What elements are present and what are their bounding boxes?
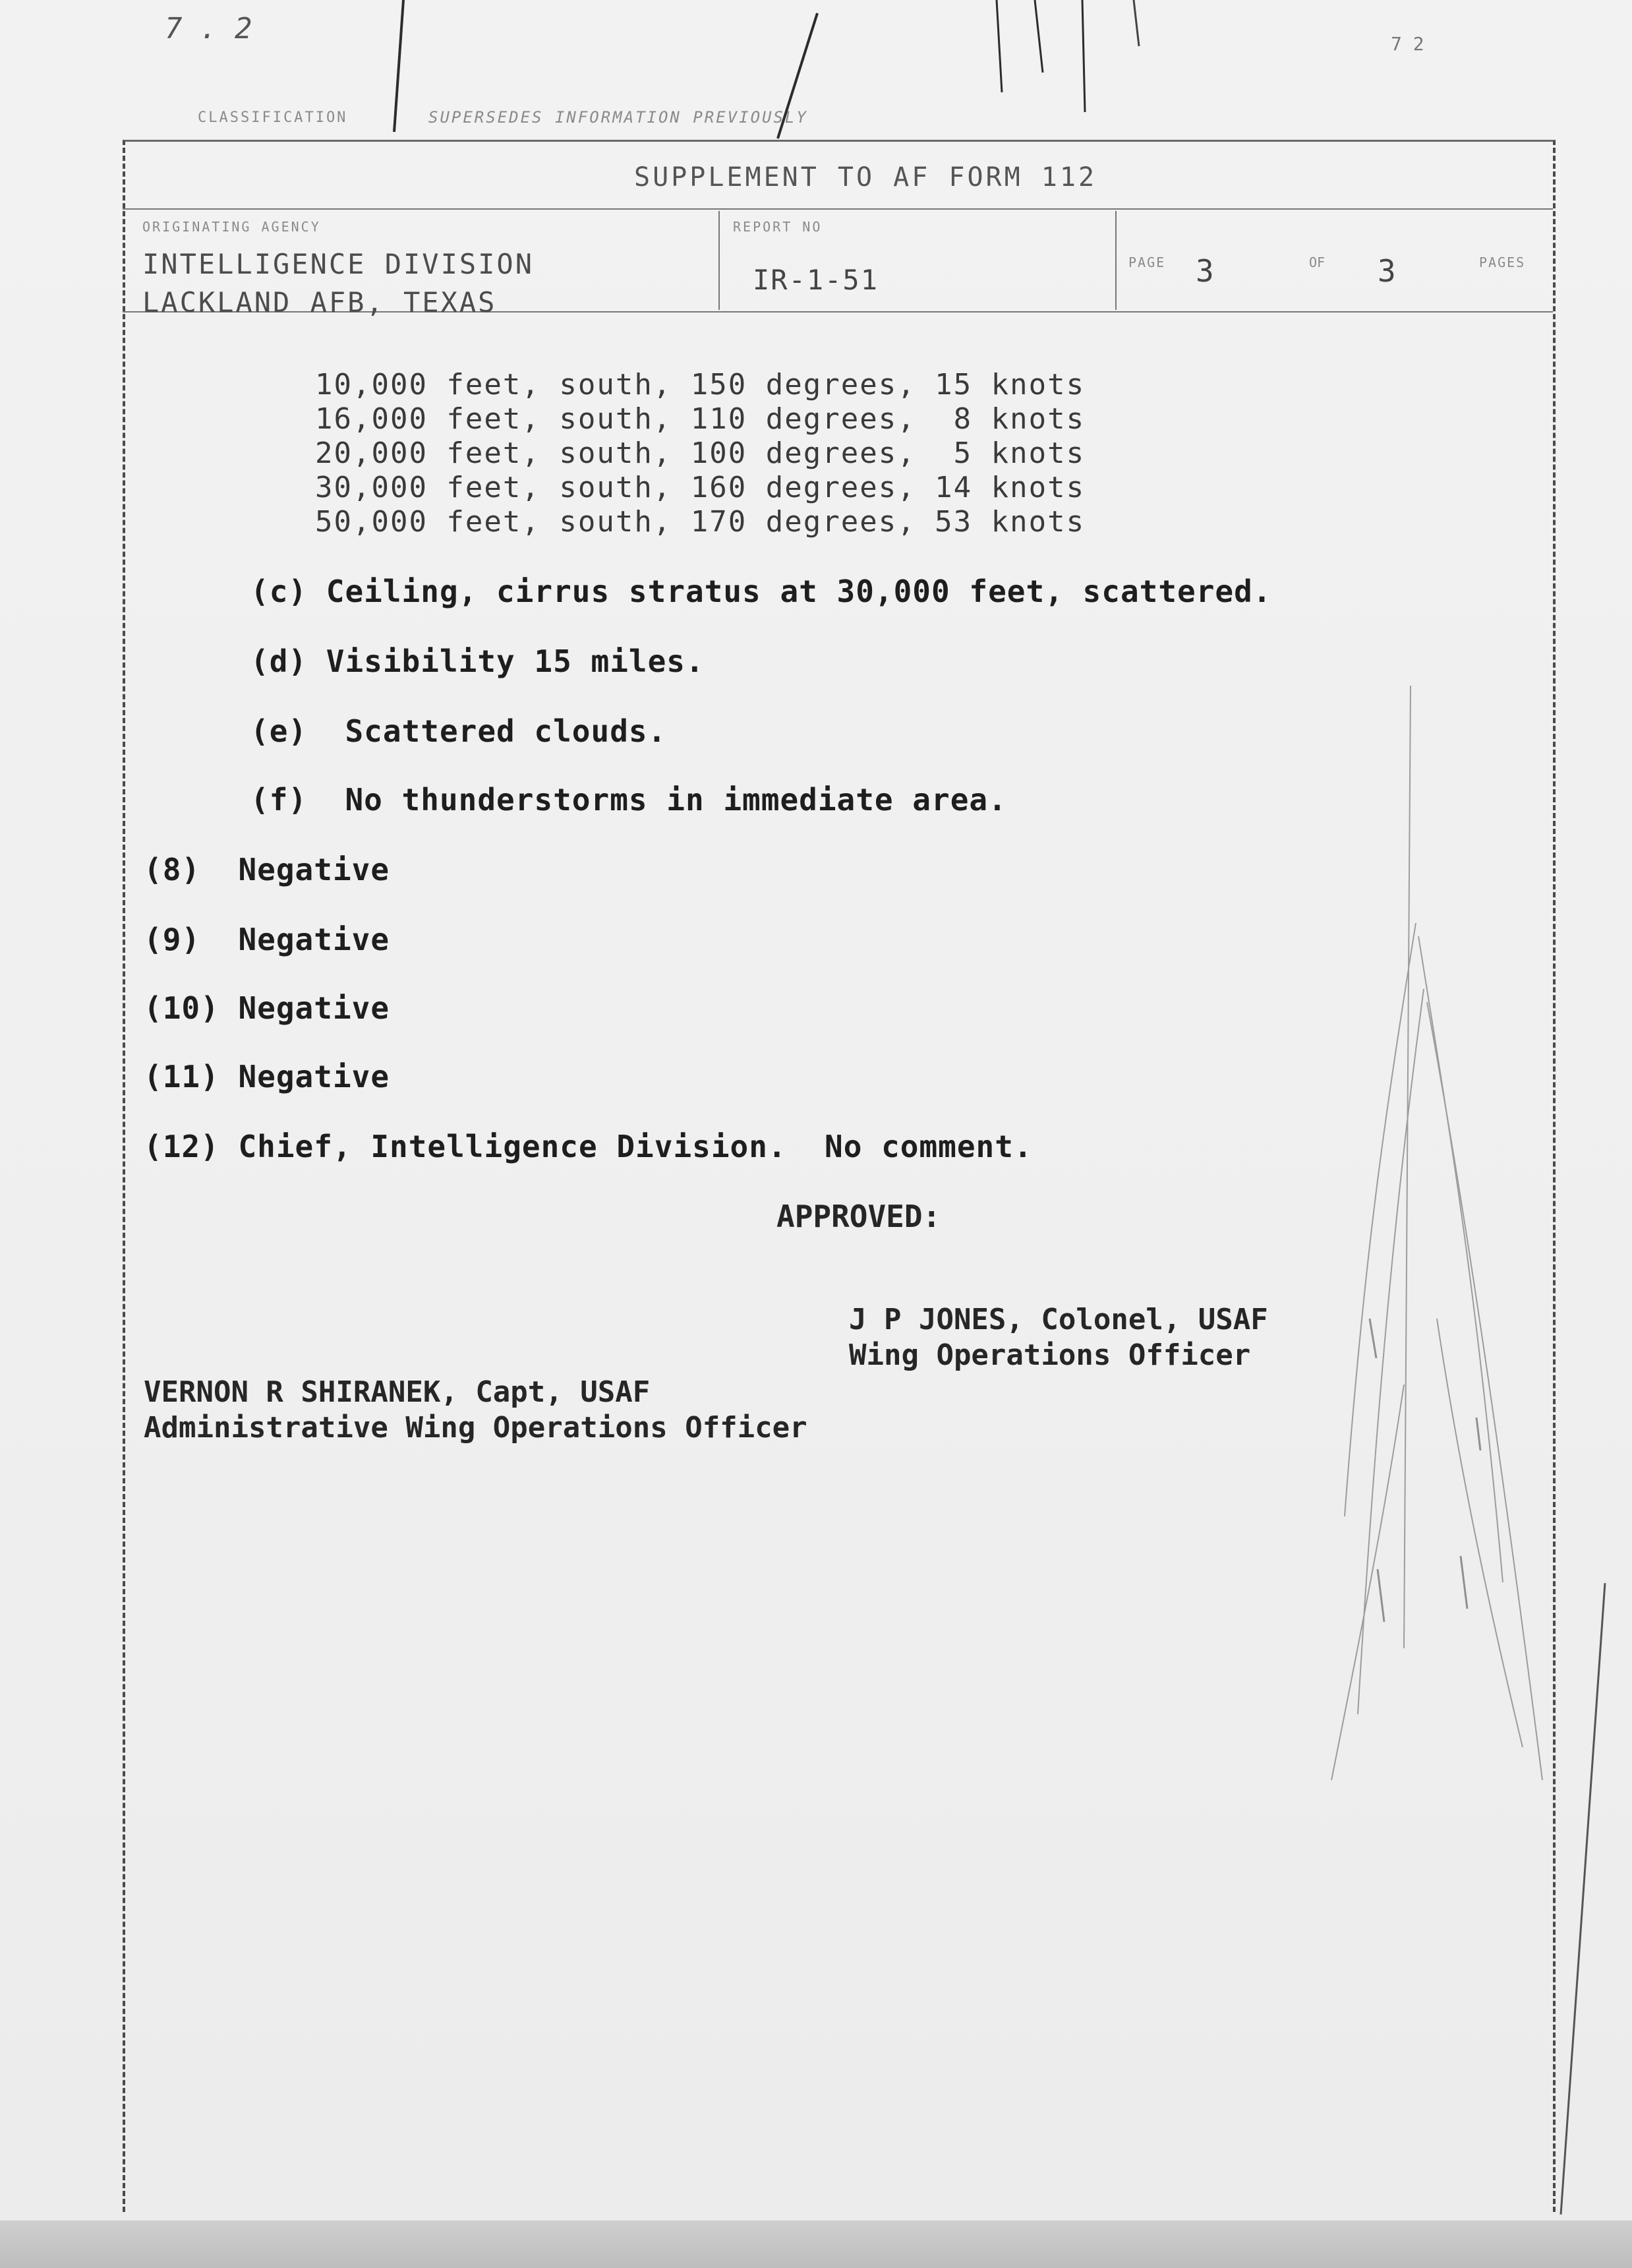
form-title: SUPPLEMENT TO AF FORM 112 <box>634 162 1097 193</box>
page-number: 3 <box>1196 253 1214 289</box>
of-label: OF <box>1309 254 1326 270</box>
numbered-item: (9) Negative <box>144 922 390 957</box>
weather-item: (c) Ceiling, cirrus stratus at 30,000 feet, scattered. <box>250 574 1272 609</box>
wind-line: 16,000 feet, south, 110 degrees, 8 knots <box>315 402 1086 436</box>
approver-name: J P JONES, Colonel, USAF <box>849 1303 1268 1336</box>
weather-item: (d) Visibility 15 miles. <box>250 643 705 679</box>
weather-item: (e) Scattered clouds. <box>250 713 667 749</box>
wind-line: 10,000 feet, south, 150 degrees, 15 knots <box>315 368 1086 402</box>
header-divider-top <box>123 208 1553 210</box>
weather-item: (f) No thunderstorms in immediate area. <box>250 782 1007 818</box>
report-no-label: REPORT NO <box>733 219 823 235</box>
caption-supersedes: SUPERSEDES INFORMATION PREVIOUSLY <box>428 108 808 127</box>
scan-bottom-band <box>0 2221 1632 2268</box>
wind-line: 20,000 feet, south, 100 degrees, 5 knots <box>315 436 1086 470</box>
wind-line: 30,000 feet, south, 160 degrees, 14 knots <box>315 471 1086 504</box>
signer-title: Administrative Wing Operations Officer <box>144 1411 807 1445</box>
approved-label: APPROVED: <box>776 1199 941 1234</box>
numbered-item: (10) Negative <box>144 990 390 1026</box>
report-no-value: IR-1-51 <box>753 264 879 296</box>
approver-title: Wing Operations Officer <box>849 1338 1251 1372</box>
signer-name: VERNON R SHIRANEK, Capt, USAF <box>144 1375 651 1409</box>
numbered-item: (12) Chief, Intelligence Division. No comment. <box>144 1129 1033 1164</box>
originating-agency-label: ORIGINATING AGENCY <box>142 219 321 235</box>
numbered-item: (8) Negative <box>144 852 390 887</box>
caption-classification: CLASSIFICATION <box>198 109 348 126</box>
top-pen-strokes <box>369 0 1490 152</box>
originating-agency-line2: LACKLAND AFB, TEXAS <box>142 286 497 318</box>
originating-agency-line1: INTELLIGENCE DIVISION <box>142 248 535 280</box>
header-col-divider-1 <box>718 211 720 310</box>
top-right-scribble: 7 2 <box>1391 33 1424 55</box>
wind-line: 50,000 feet, south, 170 degrees, 53 knots <box>315 505 1086 539</box>
header-col-divider-2 <box>1115 211 1117 310</box>
numbered-item: (11) Negative <box>144 1059 390 1094</box>
scan-streak-artifact <box>1305 659 1621 1846</box>
pages-label: PAGES <box>1479 254 1526 270</box>
total-pages: 3 <box>1378 253 1396 289</box>
top-left-scribble: 7 . 2 <box>165 12 252 45</box>
page-label: PAGE <box>1128 254 1166 270</box>
